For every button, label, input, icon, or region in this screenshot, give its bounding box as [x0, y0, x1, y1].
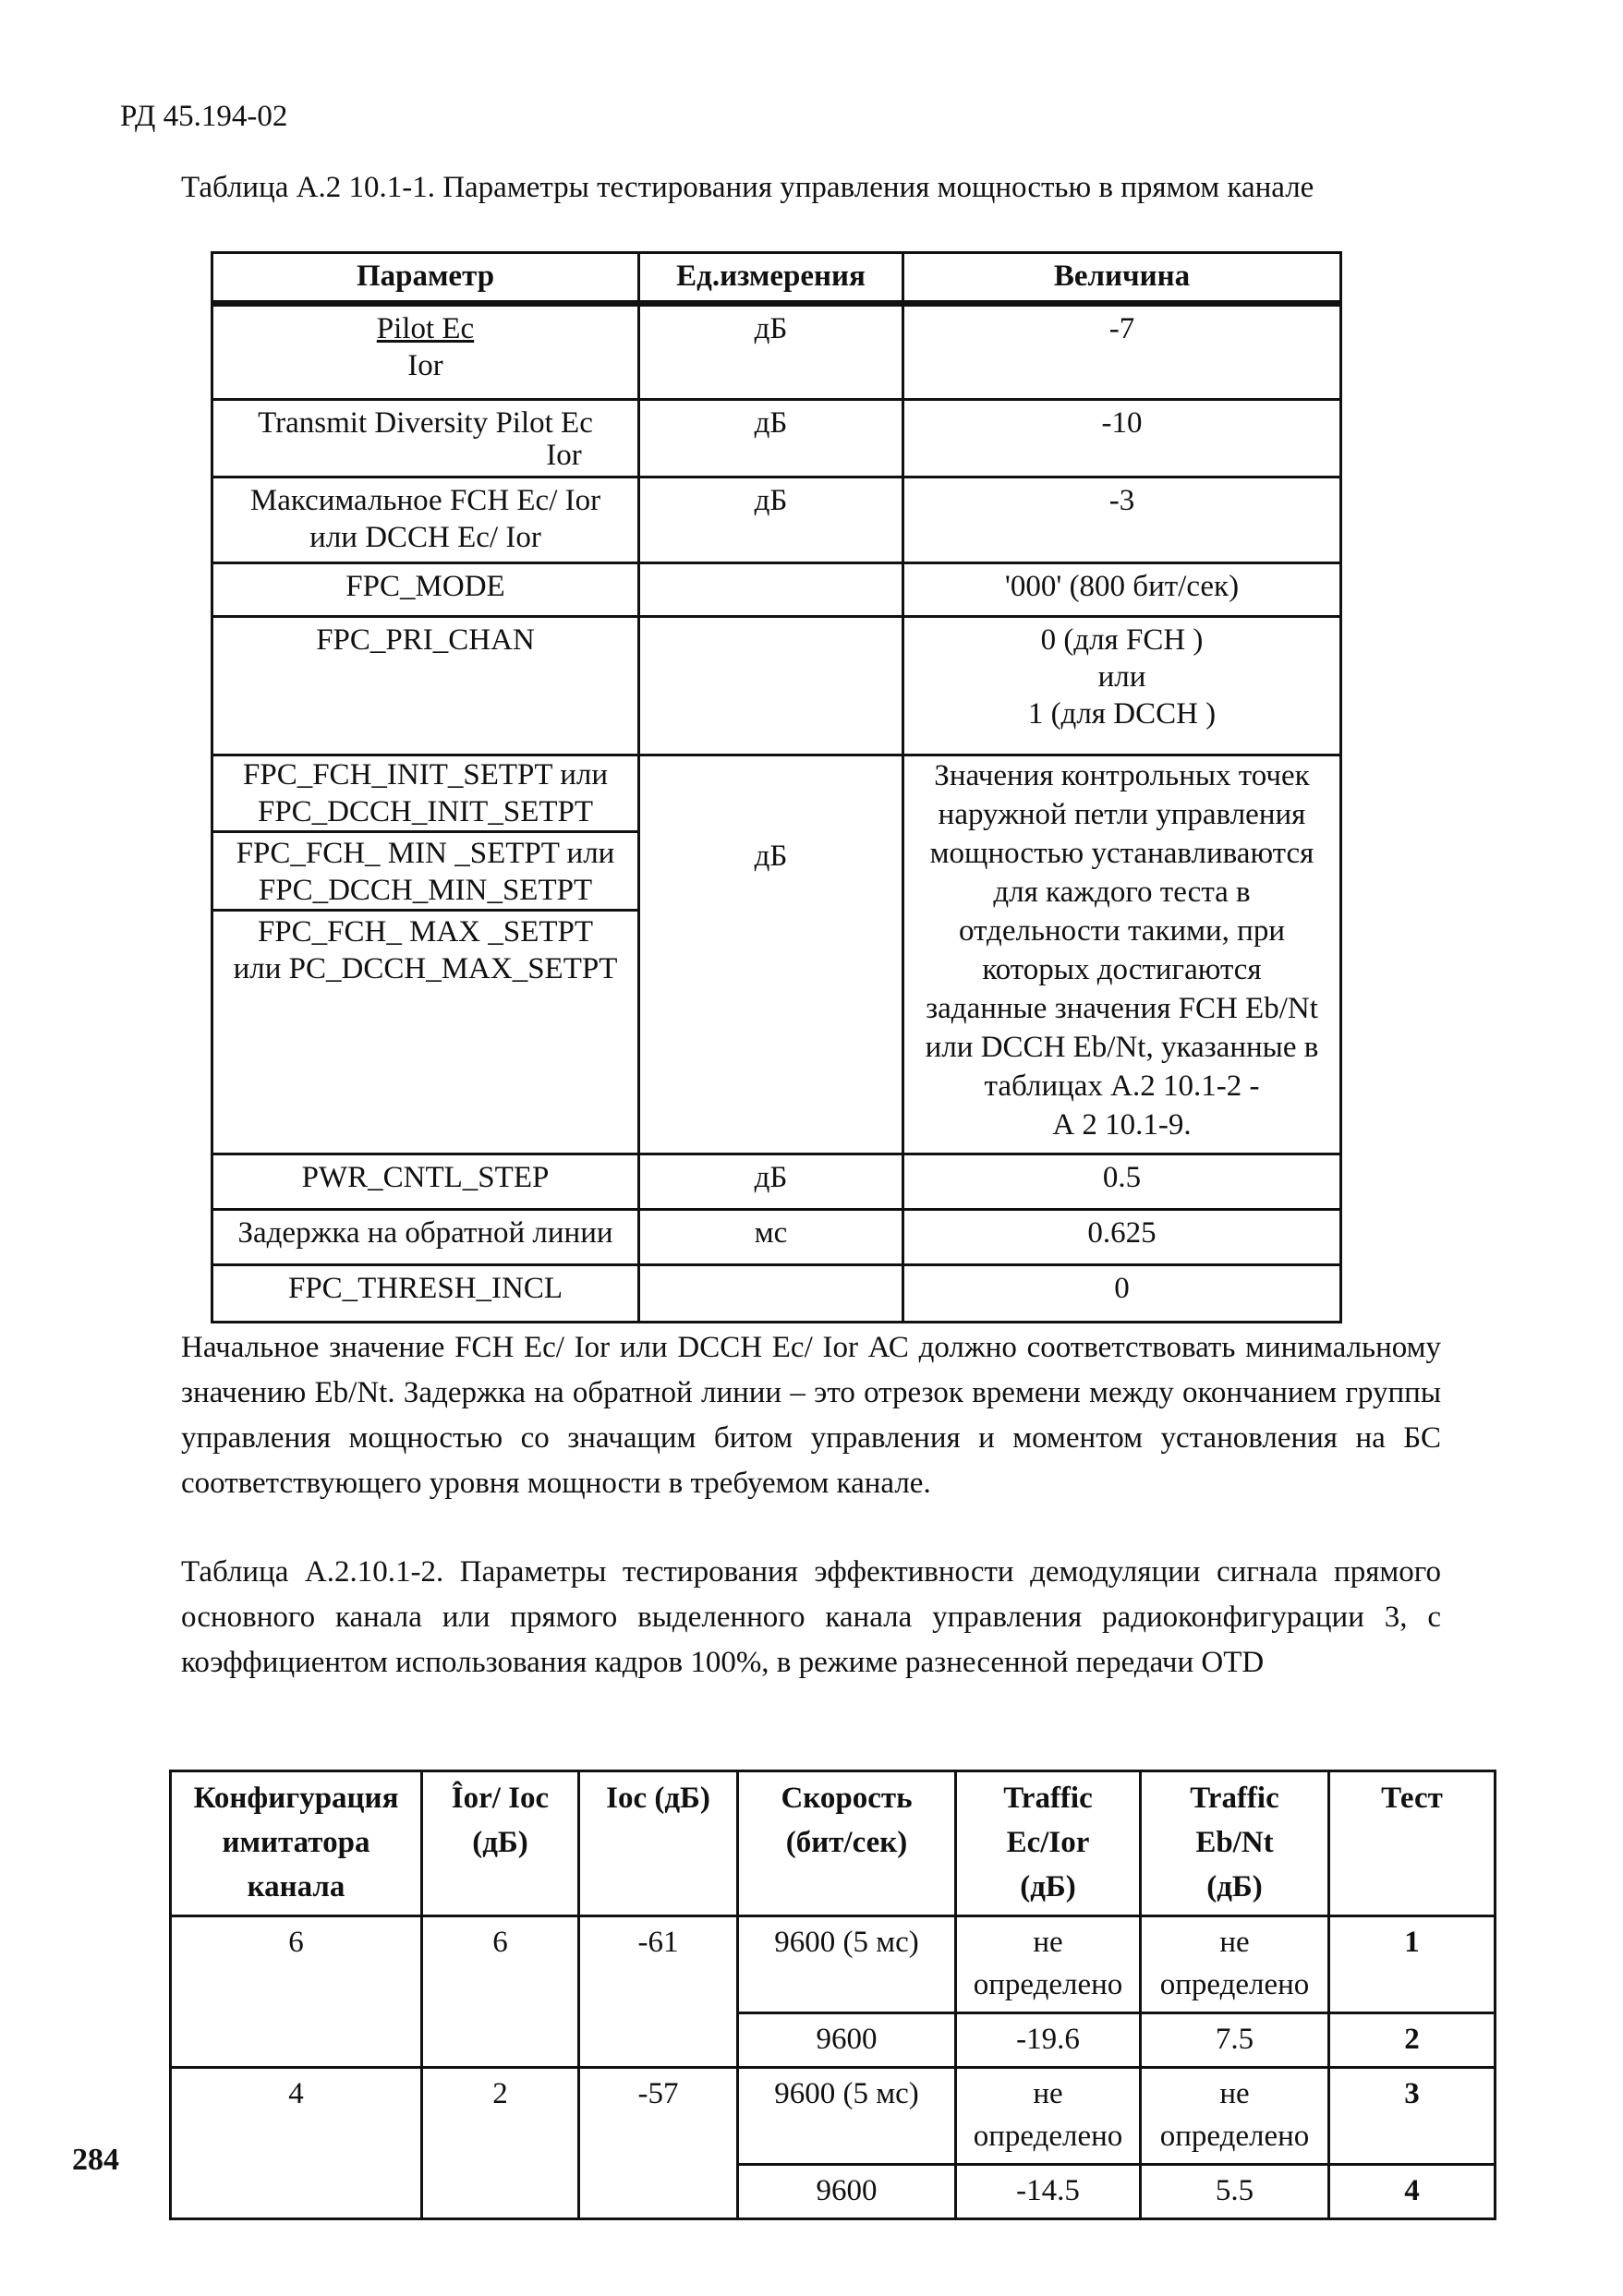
param-subgroup — [213, 830, 637, 909]
value-cell: '000' (800 бит/сек) — [903, 563, 1341, 617]
traffic-eb-cell — [1141, 2068, 1329, 2165]
value-line: или DCCH Eb/Nt, указанные в — [925, 1031, 1319, 1064]
header-line: канала — [247, 1870, 345, 1903]
ior-ioc-cell: 2 — [422, 2068, 579, 2219]
cell-line: определено — [1159, 2120, 1310, 2153]
column-header-speed — [738, 1771, 956, 1916]
cell-line: не — [1033, 1926, 1063, 1959]
traffic-eb-cell — [1141, 1916, 1329, 2013]
table-row — [212, 617, 1341, 755]
unit-cell: дБ — [639, 400, 903, 477]
table-row — [171, 1916, 1496, 2013]
table-row — [212, 1265, 1341, 1323]
param-line: FPC_FCH_ MAX _SETPT — [257, 915, 594, 949]
header-line: имитатора — [222, 1826, 370, 1859]
value-line: заданные значения FCH Eb/Nt — [926, 992, 1318, 1025]
demodulation-test-table — [169, 1770, 1496, 2220]
page-number: 284 — [72, 2143, 119, 2177]
power-control-parameters-table — [211, 251, 1342, 1323]
table-row — [212, 1210, 1341, 1265]
column-header-traffic-eb-nt — [1141, 1771, 1329, 1916]
traffic-ec-cell — [956, 2068, 1141, 2165]
column-header-ioc: Ioc (дБ) — [579, 1771, 738, 1916]
param-cell: FPC_THRESH_INCL — [212, 1265, 639, 1323]
value-line: 0 (для FCH ) — [1040, 623, 1204, 657]
value-cell: 0.5 — [903, 1154, 1341, 1210]
column-header-config — [171, 1771, 422, 1916]
unit-cell: дБ — [639, 304, 903, 400]
test-cell: 1 — [1329, 1916, 1496, 2013]
header-line: (дБ) — [472, 1826, 528, 1859]
table-row — [212, 563, 1341, 617]
table-header-row — [171, 1771, 1496, 1916]
param-line: FPC_DCCH_MIN_SETPT — [258, 874, 593, 907]
param-line: или DCCH Ec/ Ior — [309, 521, 541, 554]
header-line: Traffic — [1003, 1782, 1093, 1815]
param-cell — [212, 477, 639, 563]
value-line: таблицах А.2 10.1-2 - — [984, 1069, 1260, 1103]
unit-cell: дБ — [639, 755, 903, 1154]
param-line: или PC_DCCH_MAX_SETPT — [233, 952, 618, 985]
header-line: Îor/ Ioc — [451, 1782, 550, 1815]
cell-line: не — [1219, 1926, 1250, 1959]
value-line: или — [1097, 660, 1146, 694]
table1-caption: Таблица А.2 10.1-1. Параметры тестирования управления мощностью в прямом канале — [181, 171, 1314, 204]
param-line: Максимальное FCH Ec/ Ior — [249, 484, 601, 517]
param-line: FPC_FCH_ MIN _SETPT или — [236, 837, 615, 870]
param-cell — [212, 400, 639, 477]
column-header-test: Тест — [1329, 1771, 1496, 1916]
param-cell: FPC_PRI_CHAN — [212, 617, 639, 755]
header-line: Конфигурация — [193, 1782, 399, 1815]
unit-cell: дБ — [639, 1154, 903, 1210]
value-line: Значения контрольных точек — [934, 759, 1310, 792]
param-line: FPC_FCH_INIT_SETPT или — [242, 758, 608, 792]
column-header-traffic-ec-ior — [956, 1771, 1141, 1916]
table-row — [212, 304, 1341, 400]
test-cell: 4 — [1329, 2165, 1496, 2219]
cell-line: определено — [1159, 1968, 1310, 2001]
param-line: FPC_DCCH_INIT_SETPT — [257, 795, 594, 828]
traffic-eb-cell: 7.5 — [1141, 2013, 1329, 2068]
param-cell: FPC_MODE — [212, 563, 639, 617]
header-line: Traffic — [1190, 1782, 1279, 1815]
cell-line: определено — [973, 1968, 1123, 2001]
value-cell: 0.625 — [903, 1210, 1341, 1265]
table-row — [212, 755, 1341, 1154]
table-row — [212, 1154, 1341, 1210]
param-cell: PWR_CNTL_STEP — [212, 1154, 639, 1210]
param-cell — [212, 304, 639, 400]
unit-cell: дБ — [639, 477, 903, 563]
value-line: которых достигаются — [982, 953, 1262, 986]
document-code: РД 45.194-02 — [120, 100, 288, 133]
traffic-ec-cell: -14.5 — [956, 2165, 1141, 2219]
speed-cell: 9600 — [738, 2165, 956, 2219]
value-line: наружной петли управления — [938, 798, 1306, 831]
traffic-ec-cell: -19.6 — [956, 2013, 1141, 2068]
unit-cell: мс — [639, 1210, 903, 1265]
speed-cell: 9600 (5 мс) — [738, 2068, 956, 2165]
value-cell: -3 — [903, 477, 1341, 563]
table-row — [171, 2068, 1496, 2165]
body-paragraph: Начальное значение FCH Ec/ Ior или DCCH Ec/ Ior АС должно соответствовать минимальному значению Eb/Nt. Задержка на обратной линии – это отрезок времени между окончанием группы управления мощностью со значащим битом управления и моментом установления на БС соответствующего уровня мощности в требуемом канале. — [181, 1331, 1441, 1500]
value-line: 1 (для DCCH ) — [1027, 697, 1217, 731]
param-line: Pilot Ec — [376, 312, 475, 345]
config-cell: 6 — [171, 1916, 422, 2068]
test-cell: 3 — [1329, 2068, 1496, 2165]
value-line: мощностью устанавливаются — [929, 837, 1314, 870]
table-header-row — [212, 253, 1341, 304]
traffic-eb-cell: 5.5 — [1141, 2165, 1329, 2219]
table-row — [212, 400, 1341, 477]
cell-line: не — [1033, 2077, 1063, 2110]
cell-line: не — [1219, 2077, 1250, 2110]
ioc-cell: -61 — [579, 1916, 738, 2068]
value-cell: 0 — [903, 1265, 1341, 1323]
value-cell: -7 — [903, 304, 1341, 400]
test-cell: 2 — [1329, 2013, 1496, 2068]
column-header-ior-ioc — [422, 1771, 579, 1916]
unit-cell — [639, 617, 903, 755]
param-line: Ior — [407, 349, 443, 382]
traffic-ec-cell — [956, 1916, 1141, 2013]
param-subgroup — [213, 909, 637, 987]
header-line: (дБ) — [1020, 1870, 1076, 1903]
value-line: отдельности такими, при — [959, 914, 1285, 948]
value-cell: -10 — [903, 400, 1341, 477]
value-line: А 2 10.1-9. — [1052, 1108, 1192, 1142]
param-line: Ior — [546, 439, 582, 472]
value-line: для каждого теста в — [993, 876, 1251, 909]
header-line: (дБ) — [1206, 1870, 1263, 1903]
param-line: Transmit Diversity Pilot Ec — [258, 406, 593, 440]
table-row — [212, 477, 1341, 563]
header-line: Eb/Nt — [1195, 1826, 1274, 1859]
value-cell — [903, 755, 1341, 1154]
column-header-parameter: Параметр — [212, 253, 639, 304]
unit-cell — [639, 1265, 903, 1323]
value-cell — [903, 617, 1341, 755]
speed-cell: 9600 — [738, 2013, 956, 2068]
unit-cell — [639, 563, 903, 617]
config-cell: 4 — [171, 2068, 422, 2219]
param-cell: Задержка на обратной линии — [212, 1210, 639, 1265]
column-header-unit: Ед.измерения — [639, 253, 903, 304]
header-line: (бит/сек) — [785, 1826, 908, 1859]
header-line: Скорость — [781, 1782, 913, 1815]
cell-line: определено — [973, 2120, 1123, 2153]
param-cell — [212, 755, 639, 1154]
ioc-cell: -57 — [579, 2068, 738, 2219]
header-line: Ec/Ior — [1006, 1826, 1090, 1859]
table2-caption: Таблица А.2.10.1-2. Параметры тестирования эффективности демодуляции сигнала прямого основного канала или прямого выделенного канала управления радиоконфигурации 3, с коэффициентом использования кадров 100%, в режиме разнесенной передачи OTD — [181, 1555, 1441, 1679]
column-header-value: Величина — [903, 253, 1341, 304]
ior-ioc-cell: 6 — [422, 1916, 579, 2068]
speed-cell: 9600 (5 мс) — [738, 1916, 956, 2013]
